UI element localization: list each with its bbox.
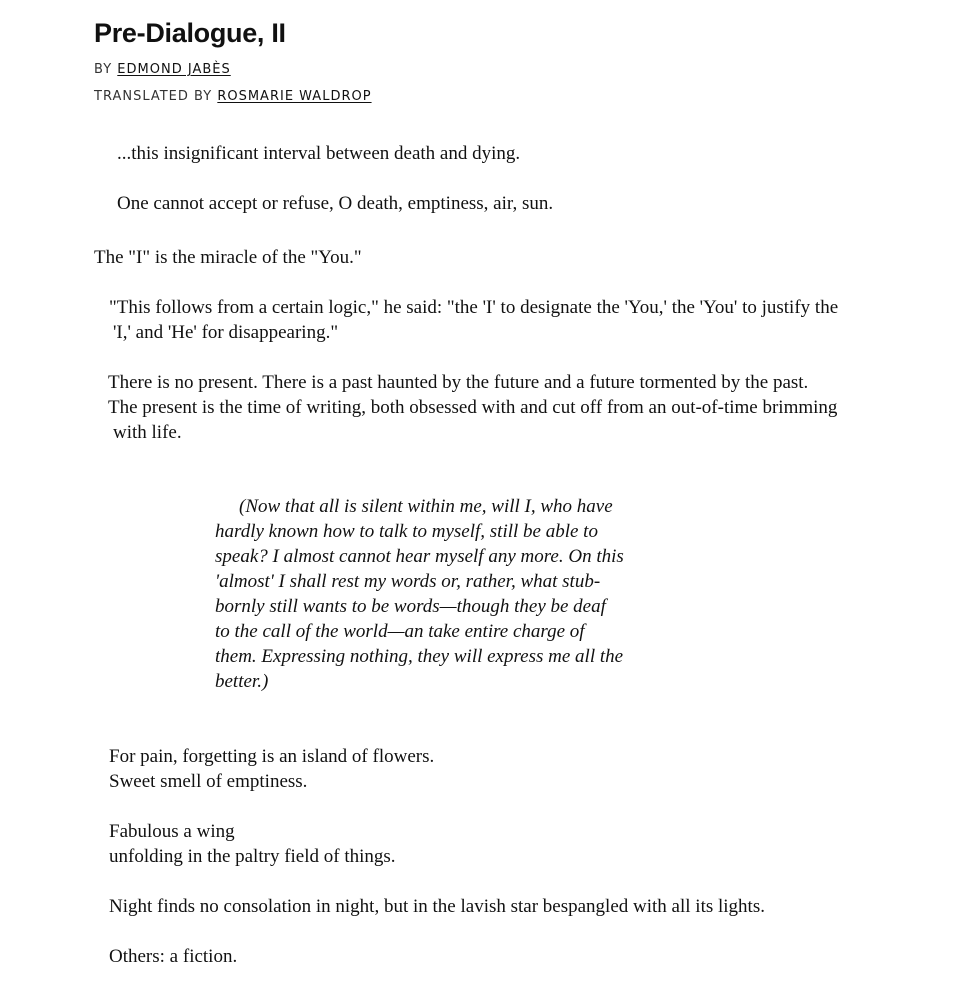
italic-line: them. Expressing nothing, they will express me all the bbox=[215, 646, 624, 667]
poem-line: There is no present. There is a past haunted by the future and a future tormented by the past. bbox=[108, 372, 809, 393]
poem-line: Sweet smell of emptiness. bbox=[109, 771, 308, 792]
translator-byline bbox=[94, 89, 372, 104]
italic-line: bornly still wants to be words—though they be deaf bbox=[215, 596, 606, 617]
italic-line: better.) bbox=[215, 671, 269, 692]
poem-line: unfolding in the paltry field of things. bbox=[109, 846, 396, 867]
poem-line: ...this insignificant interval between death and dying. bbox=[117, 143, 521, 164]
translator-link[interactable]: ROSMARIE WALDROP bbox=[217, 89, 372, 104]
poem-line: The present is the time of writing, both obsessed with and cut off from an out-of-time brimming bbox=[108, 397, 838, 418]
poem-line: 'I,' and 'He' for disappearing." bbox=[113, 322, 339, 343]
italic-line: (Now that all is silent within me, will I, who have bbox=[239, 496, 613, 517]
poem-line: Fabulous a wing bbox=[109, 821, 235, 842]
italic-line: speak? I almost cannot hear myself any more. On this bbox=[215, 546, 624, 567]
italic-line: to the call of the world—an take entire charge of bbox=[215, 621, 585, 642]
author-link[interactable]: EDMOND JABÈS bbox=[117, 62, 231, 77]
translator-prefix: TRANSLATED BY bbox=[94, 89, 213, 104]
poem-line: Night finds no consolation in night, but in the lavish star bespangled with all its lights. bbox=[109, 896, 765, 917]
poem-line: Others: a fiction. bbox=[109, 946, 238, 967]
poem-line: For pain, forgetting is an island of flowers. bbox=[109, 746, 435, 767]
poem-line: The "I" is the miracle of the "You." bbox=[94, 247, 362, 268]
page-title: Pre-Dialogue, II bbox=[94, 18, 286, 48]
italic-line: hardly known how to talk to myself, still be able to bbox=[215, 521, 598, 542]
poem-line: with life. bbox=[113, 422, 182, 443]
poem-line: "This follows from a certain logic," he said: "the 'I' to designate the 'You,' the 'You' to justify the bbox=[109, 297, 839, 318]
author-byline bbox=[94, 62, 231, 77]
poem-line: One cannot accept or refuse, O death, emptiness, air, sun. bbox=[117, 193, 554, 214]
italic-line: 'almost' I shall rest my words or, rather, what stub- bbox=[215, 571, 601, 592]
by-prefix: BY bbox=[94, 62, 113, 77]
